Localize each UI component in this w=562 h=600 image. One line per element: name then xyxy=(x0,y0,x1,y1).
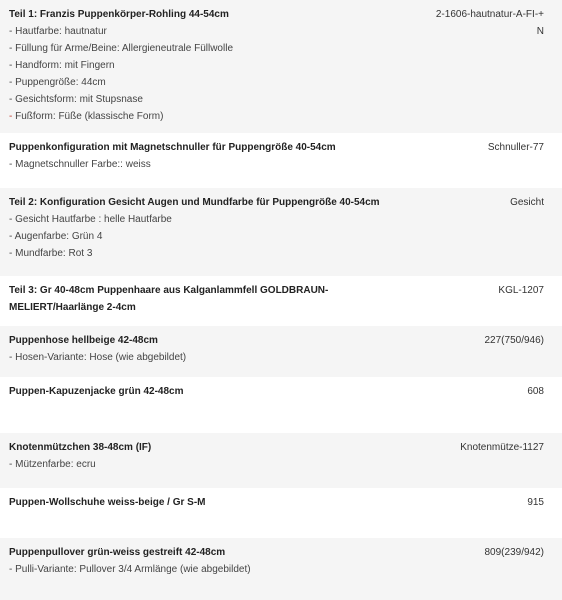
item-details xyxy=(9,494,414,511)
item-option: - Pulli-Variante: Pullover 3/4 Armlänge (wie abgebildet) xyxy=(9,564,251,575)
item-sku: KGL-1207 xyxy=(498,285,544,296)
order-item-row xyxy=(0,377,562,433)
item-sku: Gesicht xyxy=(510,197,544,208)
item-sku: 227(750/946) xyxy=(484,335,544,346)
item-details xyxy=(9,194,414,262)
item-option: - Magnetschnuller Farbe:: weiss xyxy=(9,159,151,170)
item-title: Puppenkonfiguration mit Magnetschnuller für Puppengröße 40-54cm xyxy=(9,142,336,153)
item-option: - Hosen-Variante: Hose (wie abgebildet) xyxy=(9,352,187,363)
item-title: Puppen-Kapuzenjacke grün 42-48cm xyxy=(9,386,184,397)
item-option: - Mützenfarbe: ecru xyxy=(9,459,96,470)
order-item-row xyxy=(0,488,562,538)
item-details xyxy=(9,6,434,125)
item-title: Teil 2: Konfiguration Gesicht Augen und Mundfarbe für Puppengröße 40-54cm xyxy=(9,197,380,208)
order-item-row xyxy=(0,538,562,600)
item-option: - Gesicht Hautfarbe : helle Hautfarbe xyxy=(9,214,172,225)
item-title: Knotenmützchen 38-48cm (IF) xyxy=(9,442,152,453)
item-title: Puppenhose hellbeige 42-48cm xyxy=(9,335,158,346)
item-sku: Schnuller-77 xyxy=(487,142,544,153)
order-item-row xyxy=(0,188,562,276)
item-option: - Hautfarbe: hautnatur xyxy=(9,26,107,37)
item-title: Puppen-Wollschuhe weiss-beige / Gr S-M xyxy=(9,497,206,508)
order-item-row xyxy=(0,133,562,188)
item-option: - Fußform: Füße (klassische Form) xyxy=(9,111,164,122)
item-sku: 2-1606-hautnatur-A-FI-+N xyxy=(435,9,544,37)
item-sku: Knotenmütze-1127 xyxy=(460,442,544,453)
item-option: - Puppengröße: 44cm xyxy=(9,77,106,88)
item-sku: 608 xyxy=(527,386,544,397)
order-item-row xyxy=(0,326,562,377)
item-title: Teil 3: Gr 40-48cm Puppenhaare aus Kalganlammfell GOLDBRAUN-MELIERT/Haarlänge 2-4cm xyxy=(9,285,329,313)
order-item-row xyxy=(0,0,562,133)
item-title: Puppenpullover grün-weiss gestreift 42-48cm xyxy=(9,547,226,558)
item-details xyxy=(9,439,414,473)
item-option: - Gesichtsform: mit Stupsnase xyxy=(9,94,143,105)
item-details xyxy=(9,383,414,400)
item-details xyxy=(9,139,414,173)
item-details xyxy=(9,332,414,366)
order-item-row xyxy=(0,276,562,326)
item-sku: 915 xyxy=(527,497,544,508)
item-option: - Augenfarbe: Grün 4 xyxy=(9,231,103,242)
order-item-row xyxy=(0,433,562,488)
item-option: - Füllung für Arme/Beine: Allergieneutrale Füllwolle xyxy=(9,43,233,54)
item-sku: 809(239/942) xyxy=(484,547,544,558)
item-details xyxy=(9,282,414,316)
item-option: - Mundfarbe: Rot 3 xyxy=(9,248,93,259)
item-details xyxy=(9,544,414,578)
item-option: - Handform: mit Fingern xyxy=(9,60,115,71)
item-title: Teil 1: Franzis Puppenkörper-Rohling 44-54cm xyxy=(9,9,229,20)
